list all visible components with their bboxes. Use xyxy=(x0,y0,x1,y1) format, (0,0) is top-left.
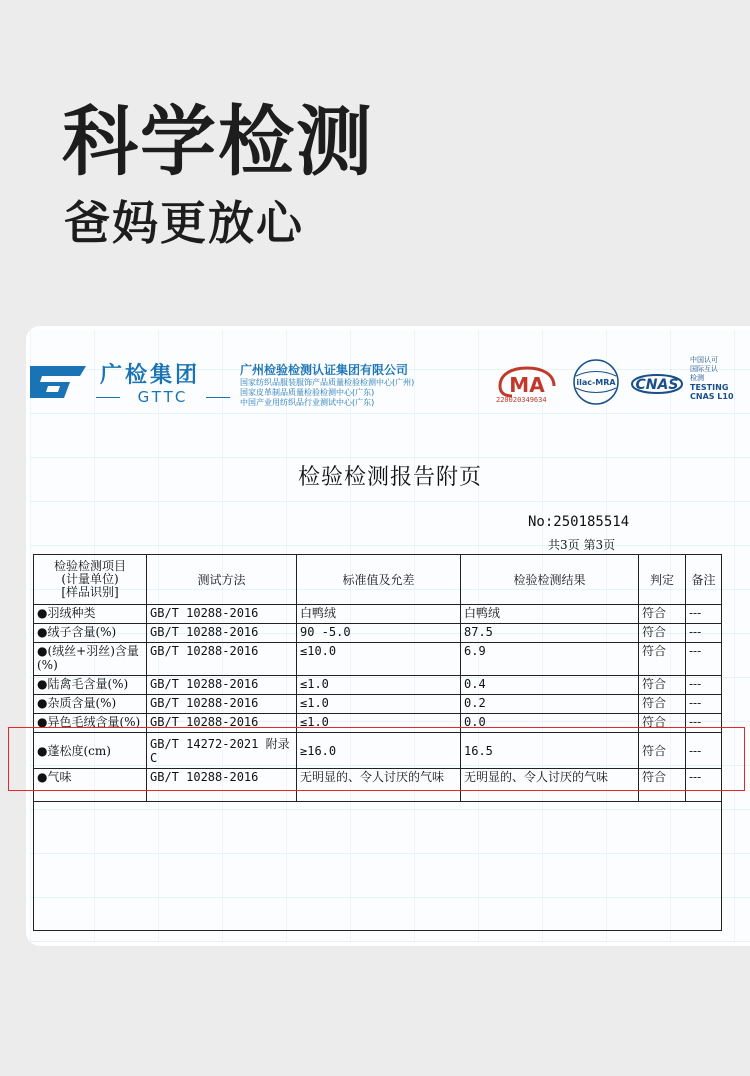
subline: 爸妈更放心 xyxy=(64,196,304,250)
cell-method: GB/T 10288-2016 xyxy=(147,643,297,676)
cell-remark: --- xyxy=(686,733,722,769)
cell-judge: 符合 xyxy=(639,733,686,769)
cell-judge: 符合 xyxy=(639,624,686,643)
cell-item: ●羽绒种类 xyxy=(34,605,147,624)
cnas-side-line: CNAS L10 xyxy=(690,392,734,401)
header-standard: 标准值及允差 xyxy=(297,555,461,605)
cell-judge: 符合 xyxy=(639,695,686,714)
cell-judge: 符合 xyxy=(639,643,686,676)
cell-standard: 90 -5.0 xyxy=(297,624,461,643)
org-line: 中国产业用纺织品行业测试中心(广东) xyxy=(240,398,375,407)
cell-judge: 符合 xyxy=(639,714,686,733)
cnas-side-line: 中国认可 xyxy=(690,356,718,364)
cell-method: GB/T 10288-2016 xyxy=(147,624,297,643)
cell-result: 白鸭绒 xyxy=(461,605,639,624)
cell-result: 无明显的、令人讨厌的气味 xyxy=(461,769,639,802)
table-header-row xyxy=(34,555,722,605)
cell-standard: 白鸭绒 xyxy=(297,605,461,624)
highlight-box xyxy=(8,727,745,791)
header-result: 检验检测结果 xyxy=(461,555,639,605)
cell-result: 0.4 xyxy=(461,676,639,695)
cell-standard: ≤1.0 xyxy=(297,676,461,695)
cell-judge: 符合 xyxy=(639,769,686,802)
cell-method: GB/T 10288-2016 xyxy=(147,714,297,733)
cell-method: GB/T 10288-2016 xyxy=(147,695,297,714)
ma-code: 220020349634 xyxy=(496,396,547,404)
gttc-logo-icon xyxy=(30,360,90,404)
cnas-side-line: 检测 xyxy=(690,374,704,382)
cnas-side-line: 国际互认 xyxy=(690,365,718,373)
table-empty-cell xyxy=(34,802,722,931)
brand-name: 广检集团 xyxy=(100,363,201,388)
cell-standard: 无明显的、令人讨厌的气味 xyxy=(297,769,461,802)
cell-judge: 符合 xyxy=(639,605,686,624)
header-judge: 判定 xyxy=(639,555,686,605)
ilac-mra-logo-icon xyxy=(572,358,620,406)
header-remark: 备注 xyxy=(686,555,722,605)
table-row xyxy=(34,643,722,676)
cell-item: ●杂质含量(%) xyxy=(34,695,147,714)
cell-result: 16.5 xyxy=(461,733,639,769)
table-empty-row xyxy=(34,802,722,931)
cell-item: ●异色毛绒含量(%) xyxy=(34,714,147,733)
cnas-side-line: TESTING xyxy=(690,383,729,392)
table-row xyxy=(34,695,722,714)
org-line: 国家纺织品服装服饰产品质量检验检测中心(广州) xyxy=(240,378,415,387)
table-row xyxy=(34,605,722,624)
cnas-side-text xyxy=(690,356,734,401)
cell-remark: --- xyxy=(686,676,722,695)
ma-text: MA xyxy=(509,373,545,397)
cell-remark: --- xyxy=(686,605,722,624)
cell-remark: --- xyxy=(686,714,722,733)
cell-standard: ≤1.0 xyxy=(297,695,461,714)
headline: 科学检测 xyxy=(62,97,374,186)
document-number: No:250185514 xyxy=(528,514,630,530)
document-page: 共3页 第3页 xyxy=(548,538,616,552)
cell-remark: --- xyxy=(686,769,722,802)
cell-remark: --- xyxy=(686,624,722,643)
cell-remark: --- xyxy=(686,695,722,714)
cell-method: GB/T 14272-2021 附录C xyxy=(147,733,297,769)
brand-abbr: GTTC xyxy=(100,388,226,406)
cell-method: GB/T 10288-2016 xyxy=(147,676,297,695)
report-card xyxy=(26,326,750,946)
cnas-logo-icon xyxy=(628,366,686,402)
cell-item: ●蓬松度(cm) xyxy=(34,733,147,769)
cell-method: GB/T 10288-2016 xyxy=(147,605,297,624)
cell-standard: ≥16.0 xyxy=(297,733,461,769)
document-title: 检验检测报告附页 xyxy=(297,465,482,490)
cell-standard: ≤1.0 xyxy=(297,714,461,733)
cell-item: ●气味 xyxy=(34,769,147,802)
header-method: 测试方法 xyxy=(147,555,297,605)
cell-item: ●绒子含量(%) xyxy=(34,624,147,643)
cell-item: ●陆禽毛含量(%) xyxy=(34,676,147,695)
cell-result: 87.5 xyxy=(461,624,639,643)
cell-result: 0.2 xyxy=(461,695,639,714)
ilac-text: ilac-MRA xyxy=(576,378,616,387)
cell-result: 6.9 xyxy=(461,643,639,676)
cell-standard: ≤10.0 xyxy=(297,643,461,676)
cnas-text: CNAS xyxy=(635,377,679,393)
cell-result: 0.0 xyxy=(461,714,639,733)
header-item: 检验检测项目 (计量单位) [样品识别] xyxy=(34,555,147,605)
org-name: 广州检验检测认证集团有限公司 xyxy=(240,363,409,377)
table-row xyxy=(34,676,722,695)
cell-judge: 符合 xyxy=(639,676,686,695)
cell-remark: --- xyxy=(686,643,722,676)
cell-method: GB/T 10288-2016 xyxy=(147,769,297,802)
table-row xyxy=(34,624,722,643)
cell-item: ●(绒丝+羽丝)含量(%) xyxy=(34,643,147,676)
report-paper xyxy=(30,330,750,942)
org-line: 国家皮革制品质量检验检测中心(广东) xyxy=(240,388,375,397)
